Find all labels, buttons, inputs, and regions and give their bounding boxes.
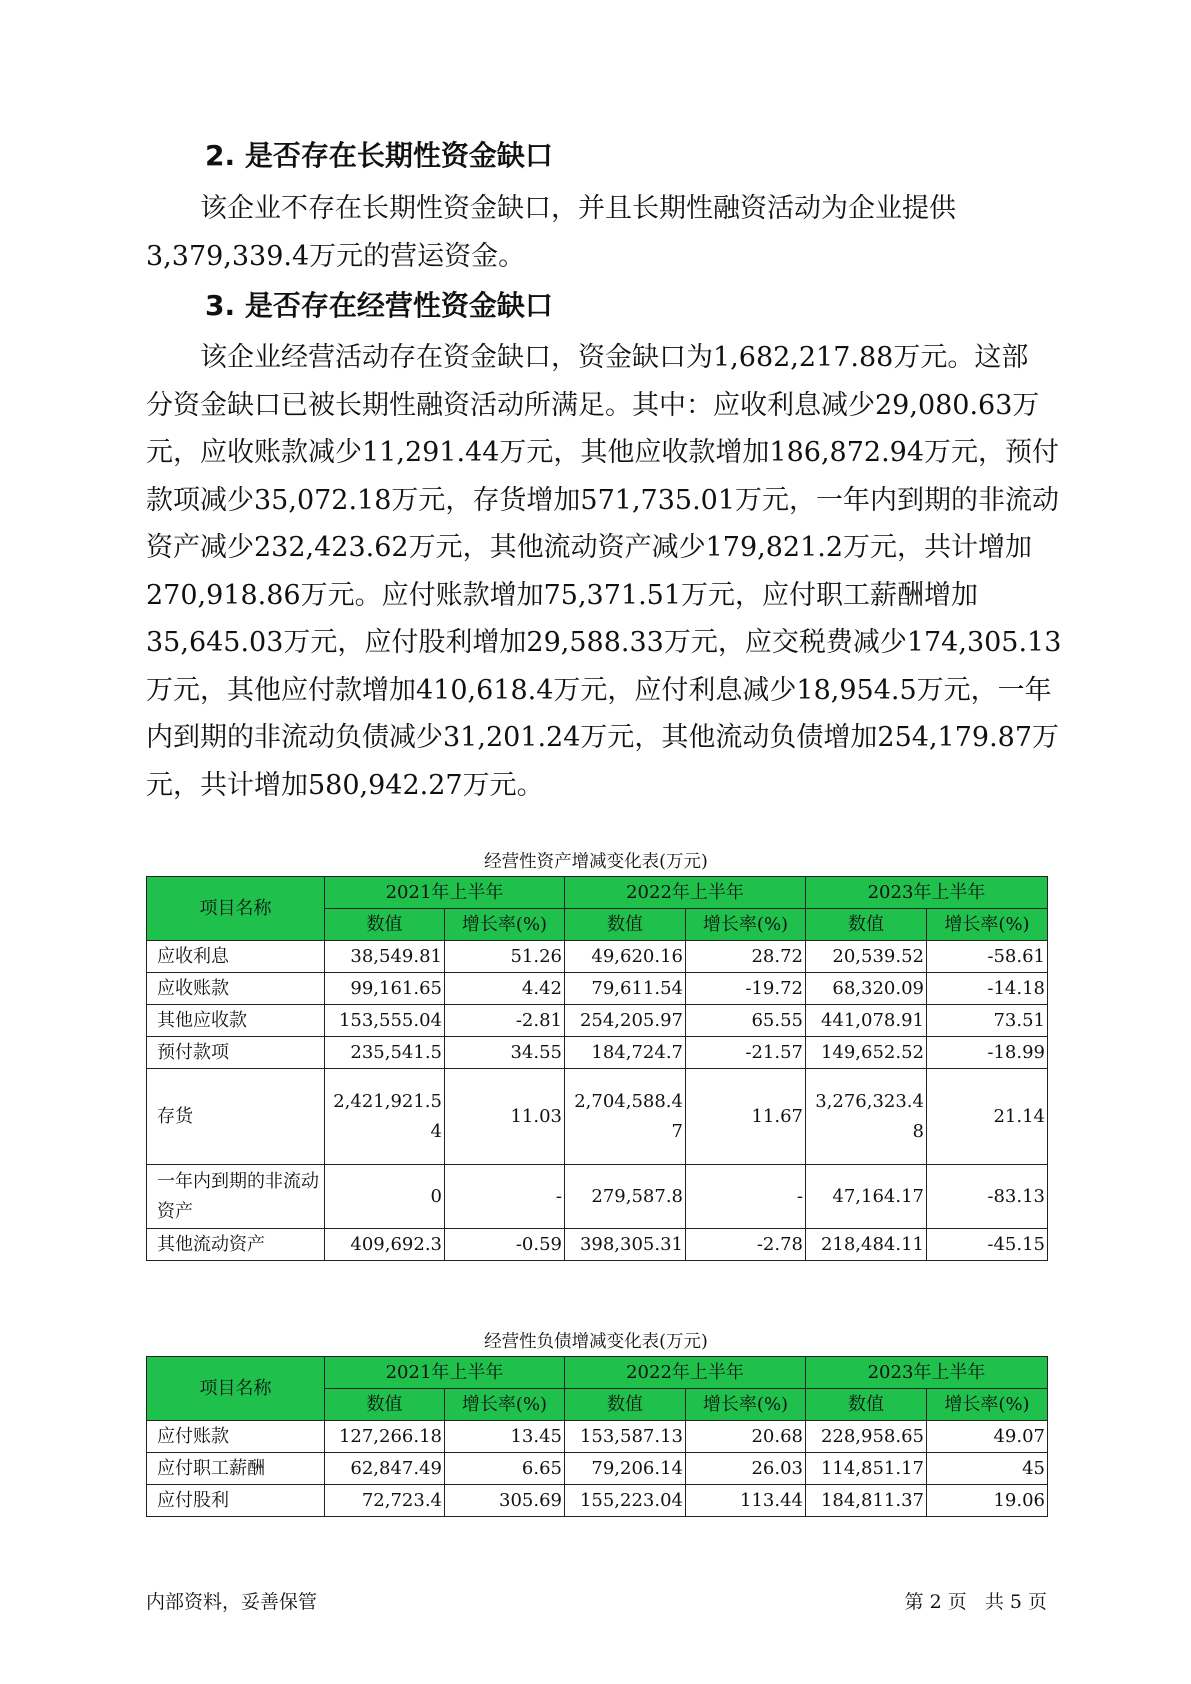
table-row bbox=[147, 1421, 1048, 1453]
row-label: 其他应收款 bbox=[147, 1005, 325, 1037]
paragraph-line: 该企业经营活动存在资金缺口，资金缺口为1,682,217.88万元。这部 bbox=[200, 342, 1029, 373]
cell-value: 279,587.8 bbox=[565, 1165, 686, 1229]
row-label: 应收账款 bbox=[147, 973, 325, 1005]
table-row bbox=[147, 1229, 1048, 1261]
rate-header: 增长率(%) bbox=[686, 909, 806, 941]
section3-paragraph bbox=[146, 334, 1062, 809]
year-header: 2022年上半年 bbox=[565, 1357, 806, 1389]
cell-value: 409,692.3 bbox=[325, 1229, 445, 1261]
paragraph-line: 内到期的非流动负债减少31,201.24万元，其他流动负债增加254,179.87万 bbox=[146, 722, 1060, 753]
table-row bbox=[147, 973, 1048, 1005]
year-header: 2022年上半年 bbox=[565, 877, 806, 909]
row-label: 预付款项 bbox=[147, 1037, 325, 1069]
cell-rate: -83.13 bbox=[927, 1165, 1048, 1229]
cell-value: 114,851.17 bbox=[806, 1453, 927, 1485]
row-label: 应付账款 bbox=[147, 1421, 325, 1453]
cell-value: 3,276,323.48 bbox=[806, 1069, 927, 1165]
value-header: 数值 bbox=[325, 909, 445, 941]
row-label: 应收利息 bbox=[147, 941, 325, 973]
rate-header: 增长率(%) bbox=[445, 909, 565, 941]
cell-value: 153,555.04 bbox=[325, 1005, 445, 1037]
paragraph-line: 款项减少35,072.18万元，存货增加571,735.01万元，一年内到期的非流动 bbox=[146, 484, 1060, 516]
cell-value: 20,539.52 bbox=[806, 941, 927, 973]
rate-header: 增长率(%) bbox=[927, 909, 1048, 941]
cell-value: 155,223.04 bbox=[565, 1485, 686, 1517]
table-row bbox=[147, 1069, 1048, 1165]
row-label: 应付股利 bbox=[147, 1485, 325, 1517]
cell-value: 2,704,588.47 bbox=[565, 1069, 686, 1165]
cell-rate: 21.14 bbox=[927, 1069, 1048, 1165]
table-row bbox=[147, 1037, 1048, 1069]
cell-rate: 19.06 bbox=[927, 1485, 1048, 1517]
value-header: 数值 bbox=[565, 1389, 686, 1421]
cell-rate: 49.07 bbox=[927, 1421, 1048, 1453]
value-header: 数值 bbox=[806, 909, 927, 941]
cell-rate: -21.57 bbox=[686, 1037, 806, 1069]
cell-value: 184,811.37 bbox=[806, 1485, 927, 1517]
cell-value: 0 bbox=[325, 1165, 445, 1229]
paragraph-line: 35,645.03万元，应付股利增加29,588.33万元，应交税费减少174,305.13 bbox=[146, 627, 1062, 658]
cell-value: 68,320.09 bbox=[806, 973, 927, 1005]
paragraph-line: 270,918.86万元。应付账款增加75,371.51万元，应付职工薪酬增加 bbox=[146, 579, 979, 611]
cell-rate: -58.61 bbox=[927, 941, 1048, 973]
year-header: 2023年上半年 bbox=[806, 877, 1048, 909]
rate-header: 增长率(%) bbox=[445, 1389, 565, 1421]
cell-value: 49,620.16 bbox=[565, 941, 686, 973]
cell-rate: -18.99 bbox=[927, 1037, 1048, 1069]
cell-rate: 11.67 bbox=[686, 1069, 806, 1165]
operating-assets-table bbox=[146, 876, 1048, 1261]
cell-rate: - bbox=[686, 1165, 806, 1229]
cell-rate: -19.72 bbox=[686, 973, 806, 1005]
cell-value: 235,541.5 bbox=[325, 1037, 445, 1069]
year-header: 2023年上半年 bbox=[806, 1357, 1048, 1389]
cell-value: 127,266.18 bbox=[325, 1421, 445, 1453]
operating-liabilities-table bbox=[146, 1356, 1048, 1517]
cell-rate: 4.42 bbox=[445, 973, 565, 1005]
paragraph-line: 元，应收账款减少11,291.44万元，其他应收款增加186,872.94万元，预付 bbox=[146, 437, 1060, 468]
page-number: 第 2 页 共 5 页 bbox=[904, 1591, 1047, 1613]
paragraph-line: 3,379,339.4万元的营运资金。 bbox=[146, 240, 526, 272]
row-label: 存货 bbox=[147, 1069, 325, 1165]
cell-rate: 20.68 bbox=[686, 1421, 806, 1453]
paragraph-line: 资产减少232,423.62万元，其他流动资产减少179,821.2万元，共计增加 bbox=[146, 532, 1033, 563]
row-label: 其他流动资产 bbox=[147, 1229, 325, 1261]
cell-rate: 113.44 bbox=[686, 1485, 806, 1517]
cell-value: 153,587.13 bbox=[565, 1421, 686, 1453]
table-row bbox=[147, 1453, 1048, 1485]
cell-rate: 45 bbox=[927, 1453, 1048, 1485]
cell-rate: 73.51 bbox=[927, 1005, 1048, 1037]
section3-heading: 3. 是否存在经营性资金缺口 bbox=[205, 289, 553, 322]
table2-caption: 经营性负债增减变化表(万元) bbox=[484, 1332, 708, 1352]
table1-caption: 经营性资产增减变化表(万元) bbox=[484, 852, 708, 872]
table-row bbox=[147, 1485, 1048, 1517]
cell-value: 2,421,921.54 bbox=[325, 1069, 445, 1165]
footer-note: 内部资料，妥善保管 bbox=[146, 1591, 318, 1613]
cell-value: 47,164.17 bbox=[806, 1165, 927, 1229]
year-header: 2021年上半年 bbox=[325, 1357, 565, 1389]
cell-value: 62,847.49 bbox=[325, 1453, 445, 1485]
cell-rate: 65.55 bbox=[686, 1005, 806, 1037]
cell-rate: 28.72 bbox=[686, 941, 806, 973]
cell-rate: -2.81 bbox=[445, 1005, 565, 1037]
cell-value: 228,958.65 bbox=[806, 1421, 927, 1453]
value-header: 数值 bbox=[806, 1389, 927, 1421]
item-name-header: 项目名称 bbox=[147, 877, 325, 941]
cell-rate: -45.15 bbox=[927, 1229, 1048, 1261]
table-row bbox=[147, 1165, 1048, 1229]
item-name-header: 项目名称 bbox=[147, 1357, 325, 1421]
paragraph-line: 元，共计增加580,942.27万元。 bbox=[146, 769, 544, 801]
cell-value: 38,549.81 bbox=[325, 941, 445, 973]
cell-value: 398,305.31 bbox=[565, 1229, 686, 1261]
cell-value: 441,078.91 bbox=[806, 1005, 927, 1037]
cell-value: 254,205.97 bbox=[565, 1005, 686, 1037]
cell-rate: 51.26 bbox=[445, 941, 565, 973]
cell-rate: 13.45 bbox=[445, 1421, 565, 1453]
cell-rate: -2.78 bbox=[686, 1229, 806, 1261]
cell-value: 184,724.7 bbox=[565, 1037, 686, 1069]
cell-value: 149,652.52 bbox=[806, 1037, 927, 1069]
paragraph-line: 万元，其他应付款增加410,618.4万元，应付利息减少18,954.5万元，一年 bbox=[146, 674, 1052, 706]
cell-value: 218,484.11 bbox=[806, 1229, 927, 1261]
cell-value: 99,161.65 bbox=[325, 973, 445, 1005]
cell-rate: -14.18 bbox=[927, 973, 1048, 1005]
cell-value: 72,723.4 bbox=[325, 1485, 445, 1517]
rate-header: 增长率(%) bbox=[686, 1389, 806, 1421]
cell-value: 79,206.14 bbox=[565, 1453, 686, 1485]
table-row bbox=[147, 941, 1048, 973]
paragraph-line: 分资金缺口已被长期性融资活动所满足。其中：应收利息减少29,080.63万 bbox=[146, 389, 1040, 421]
cell-rate: 305.69 bbox=[445, 1485, 565, 1517]
cell-rate: -0.59 bbox=[445, 1229, 565, 1261]
value-header: 数值 bbox=[565, 909, 686, 941]
cell-rate: 11.03 bbox=[445, 1069, 565, 1165]
section2-paragraph bbox=[146, 185, 1046, 280]
cell-rate: - bbox=[445, 1165, 565, 1229]
table-row bbox=[147, 1005, 1048, 1037]
paragraph-line: 该企业不存在长期性资金缺口，并且长期性融资活动为企业提供 bbox=[200, 193, 956, 224]
cell-value: 79,611.54 bbox=[565, 973, 686, 1005]
value-header: 数值 bbox=[325, 1389, 445, 1421]
cell-rate: 6.65 bbox=[445, 1453, 565, 1485]
rate-header: 增长率(%) bbox=[927, 1389, 1048, 1421]
year-header: 2021年上半年 bbox=[325, 877, 565, 909]
cell-rate: 26.03 bbox=[686, 1453, 806, 1485]
section2-heading: 2. 是否存在长期性资金缺口 bbox=[205, 139, 553, 172]
row-label: 应付职工薪酬 bbox=[147, 1453, 325, 1485]
row-label: 一年内到期的非流动资产 bbox=[147, 1165, 325, 1229]
cell-rate: 34.55 bbox=[445, 1037, 565, 1069]
